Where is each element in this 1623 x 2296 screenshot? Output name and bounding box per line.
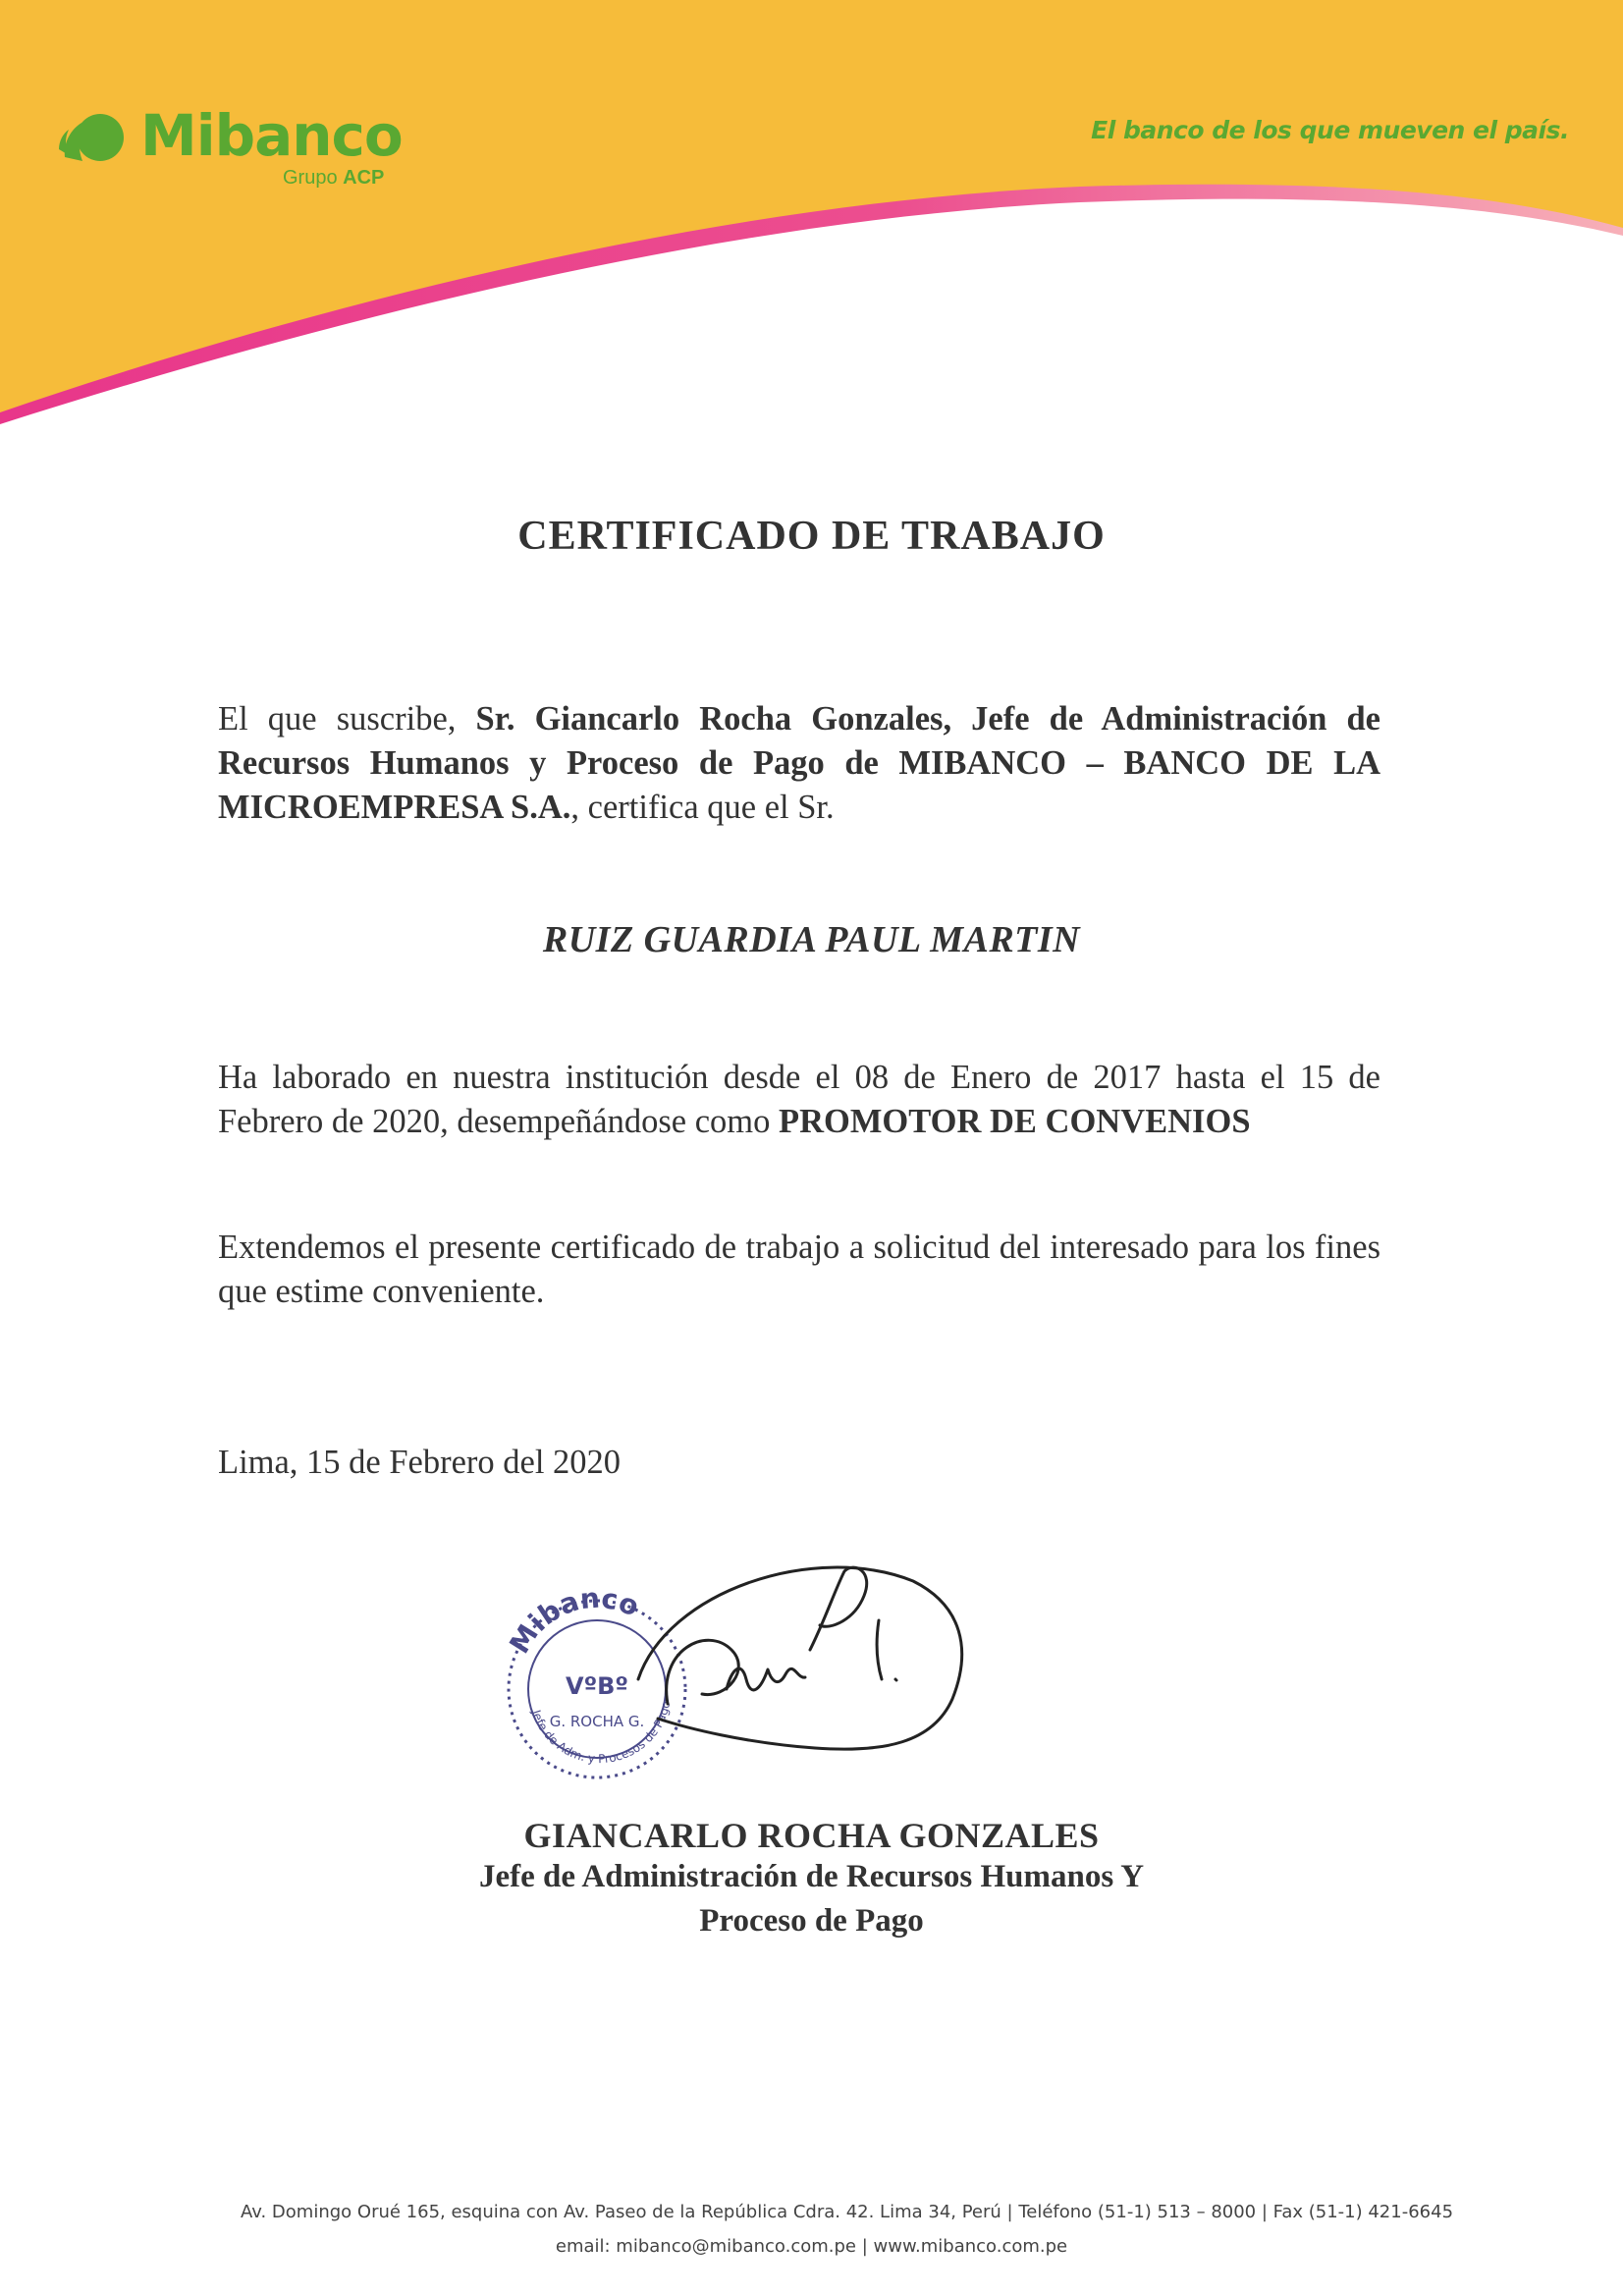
stamp-seal (503, 1582, 685, 1777)
stamp-name: G. ROCHA G. (549, 1713, 645, 1730)
stamp-vb: VºBº (566, 1672, 628, 1700)
signatory-name: GIANCARLO ROCHA GONZALES (523, 1816, 1100, 1855)
stamp-arc: Jefe de Adm. y Procesos de Pago (528, 1699, 674, 1767)
signatory-role-line1: Jefe de Administración de Recursos Humanos Y (478, 1859, 1145, 1894)
header-band (0, 0, 1623, 432)
stamp-brand: Mibanco (503, 1581, 644, 1660)
footer-contact: email: mibanco@mibanco.com.pe | www.mibanco.com.pe (555, 2236, 1068, 2257)
handwritten-signature (638, 1567, 962, 1749)
employment-paragraph: Ha laborado en nuestra institución desde el 08 de Enero de 2017 hasta el 15 de Febrero de 2020, desempeñándose como PROMOTOR DE CONVENIOS (218, 1059, 1380, 1140)
logo-wordmark: Mibanco (140, 102, 403, 169)
document-title: CERTIFICADO DE TRABAJO (517, 514, 1106, 559)
intro-paragraph: El que suscribe, Sr. Giancarlo Rocha Gonzales, Jefe de Administración de Recursos Humanos y Proceso de Pago de MIBANCO – BANCO DE LA MICROEMPRESA S.A., certifica que el Sr. (218, 700, 1380, 826)
place-date: Lima, 15 de Febrero del 2020 (218, 1444, 622, 1481)
employee-name: RUIZ GUARDIA PAUL MARTIN (542, 919, 1081, 960)
signature-stamp-area (491, 1532, 1001, 1827)
brand-tagline: El banco de los que mueven el país. (1091, 116, 1569, 144)
closing-paragraph: Extendemos el presente certificado de trabajo a solicitud del interesado para los fines que estime conveniente. (218, 1229, 1380, 1310)
signatory-role-line2: Proceso de Pago (699, 1903, 924, 1939)
mibanco-logo (57, 102, 430, 191)
logo-group: Grupo ACP (283, 167, 385, 189)
logo-mark-icon (57, 106, 135, 175)
footer-address: Av. Domingo Orué 165, esquina con Av. Paseo de la República Cdra. 42. Lima 34, Perú | Teléfono (51-1) 513 – 8000 | Fax (51-1) 421-6645 (240, 2202, 1454, 2222)
